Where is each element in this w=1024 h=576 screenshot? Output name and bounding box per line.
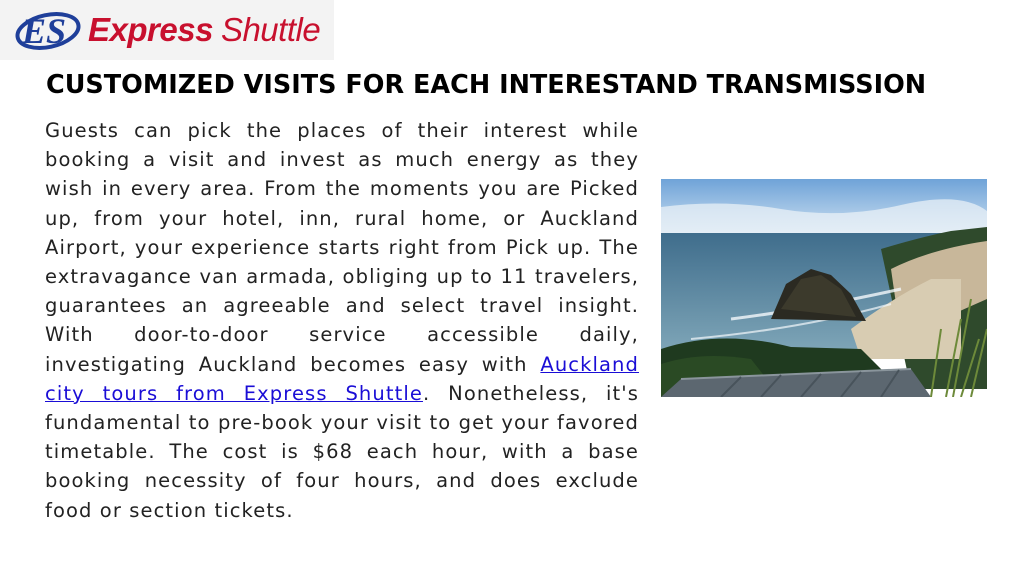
body-text-part1: Guests can pick the places of their interest while booking a visit and invest as much energy as they wish in every area. From the moments you are Picked up, from your hotel, inn, rural home, or Auckland Airport, your experience starts right from Pick up. The extravagance van armada, obliging up to 11 travelers, guarantees an agreeable and select travel insight. With door-to-door service accessible daily, investigating Auckland becomes easy with [45, 119, 639, 376]
express-shuttle-logo-mark [14, 8, 82, 54]
logo-word-express: Express [88, 11, 213, 48]
logo-word-shuttle: Shuttle [220, 11, 321, 48]
body-paragraph [45, 116, 639, 525]
svg-text:ES: ES [22, 11, 67, 51]
logo-wordmark [88, 11, 320, 49]
page-title: CUSTOMIZED VISITS FOR EACH INTERESTAND TRANSMISSION [46, 70, 927, 100]
auckland-city-tours-link[interactable]: Auckland city tours from Express Shuttle [45, 352, 639, 405]
body-text-part2: . Nonetheless, it's fundamental to pre-book your visit to get your favored timetable. The cost is $68 each hour, with a base booking necessity of four hours, and does exclude food or section tickets. [45, 381, 640, 522]
brand-logo[interactable] [0, 0, 334, 60]
coastline-photo [661, 179, 987, 397]
